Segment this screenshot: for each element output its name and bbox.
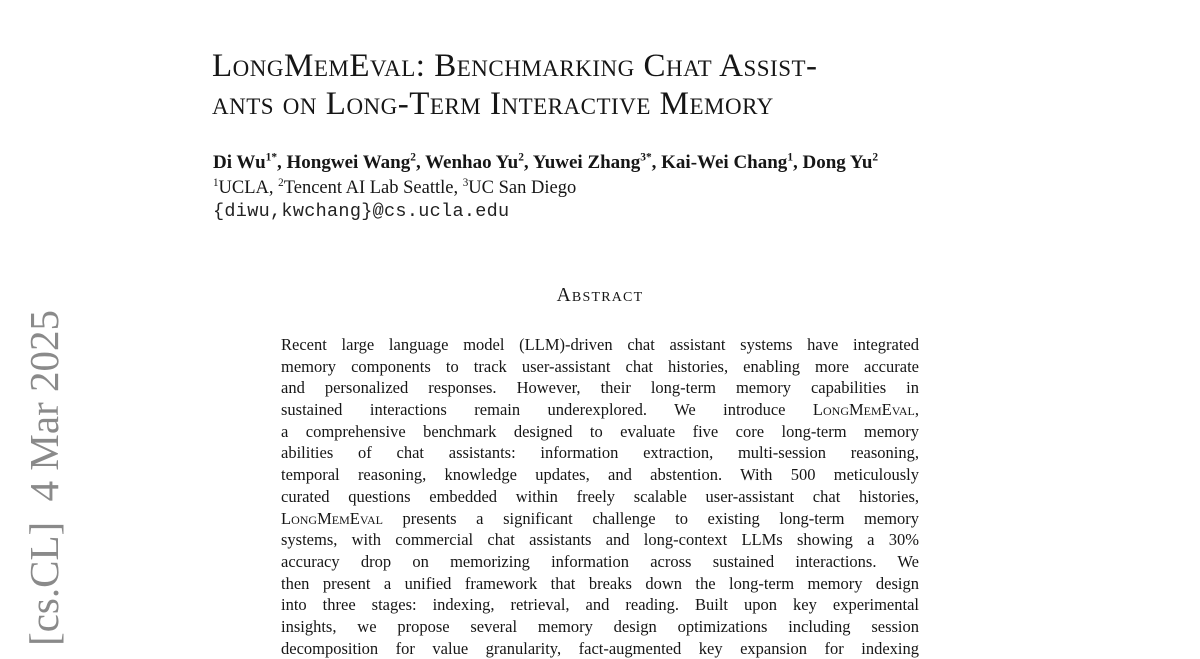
author [793,152,878,173]
author-name: , Yuwei Zhang [523,152,641,173]
abstract-line-smallcaps: LongMemEval [812,400,915,420]
affiliation-line [213,176,878,201]
abstract-line-pre: abilities of chat assistants: information extraction, multi-session reasoning, [281,443,919,463]
author-name: , Hongwei Wang [277,152,411,173]
abstract-line [281,551,919,573]
abstract-line [281,421,919,443]
abstract-line-pre: into three stages: indexing, retrieval, and reading. Built upon key experimental [281,595,919,615]
paper-title [212,47,992,123]
author [277,152,416,173]
abstract-heading: Abstract [556,285,644,306]
abstract-line [281,573,919,595]
affiliation [278,178,463,198]
author [524,152,652,173]
affiliation-superscript: 1 [213,176,219,189]
abstract-line [281,529,919,551]
title-line-2: ants on Long-Term Interactive Memory [212,86,774,122]
abstract-line [281,399,919,421]
abstract-line [281,356,919,378]
author [652,152,793,173]
affiliation-name: UC San Diego [468,177,577,198]
abstract-line-pre: accuracy drop on memorizing information across sustained interactions. We [281,551,919,571]
author-superscript: 1* [265,151,278,164]
abstract-line [281,638,919,659]
abstract-line [281,334,919,356]
abstract-line-pre: sustained interactions remain underexplored. We introduce [281,400,813,420]
author [416,152,524,173]
abstract-line [281,442,919,464]
affiliation-superscript: 2 [278,176,284,189]
arxiv-watermark [20,310,70,648]
author-superscript: 2 [872,151,879,164]
email-line: {diwu,kwchang}@cs.ucla.edu [213,201,510,222]
author-list [213,151,878,176]
abstract-line [281,464,919,486]
abstract-line-pre: Recent large language model (LLM)-driven chat assistant systems have integrated [281,335,919,354]
author-name: Di Wu [213,152,266,173]
abstract-line-smallcaps: LongMemEval [281,508,383,528]
abstract-line [281,616,919,638]
author-name: , Wenhao Yu [415,152,519,173]
abstract-line-pre: a comprehensive benchmark designed to evaluate five core long-term memory [281,421,919,441]
affiliation [213,178,278,198]
abstract-line-post: presents a significant challenge to existing long-term memory [382,508,919,528]
abstract-line-pre: curated questions embedded within freely scalable user-assistant chat histories, [281,486,919,506]
abstract-line-pre: systems, with commercial chat assistants and long-context LLMs showing a 30% [281,530,919,550]
author [213,152,277,173]
affiliation-superscript: 3 [462,176,469,189]
affiliation-name: UCLA, [218,177,279,198]
abstract-line-pre: temporal reasoning, knowledge updates, and abstention. With 500 meticulously [281,465,919,485]
author-name: , Kai-Wei Chang [651,152,788,173]
author-superscript: 2 [518,151,524,164]
author-block [213,151,878,225]
abstract-text [281,334,919,659]
abstract-line [281,377,919,399]
title-line-1: LongMemEval: Benchmarking Chat Assist- [212,48,818,84]
affiliation-name: Tencent AI Lab Seattle, [283,177,463,198]
author-name: , Dong Yu [793,152,873,173]
abstract-line-pre: and personalized responses. However, their long-term memory capabilities in [281,378,919,398]
abstract-line [281,508,919,530]
author-superscript: 3* [640,151,652,164]
abstract-line-post: , [914,400,919,420]
author-superscript: 1 [787,151,794,164]
abstract-line [281,486,919,508]
abstract-line-pre: memory components to track user-assistant chat histories, enabling more accurate [281,356,919,376]
arxiv-watermark-text: [cs.CL] 4 Mar 2025 [21,310,67,646]
abstract-line [281,594,919,616]
abstract-line-pre: insights, we propose several memory design optimizations including session [281,616,919,636]
abstract-line-pre: decomposition for value granularity, fact-augmented key expansion for indexing [281,638,919,658]
abstract-line-pre: then present a unified framework that breaks down the long-term memory design [281,573,919,593]
affiliation [463,178,576,198]
author-superscript: 2 [410,151,416,164]
